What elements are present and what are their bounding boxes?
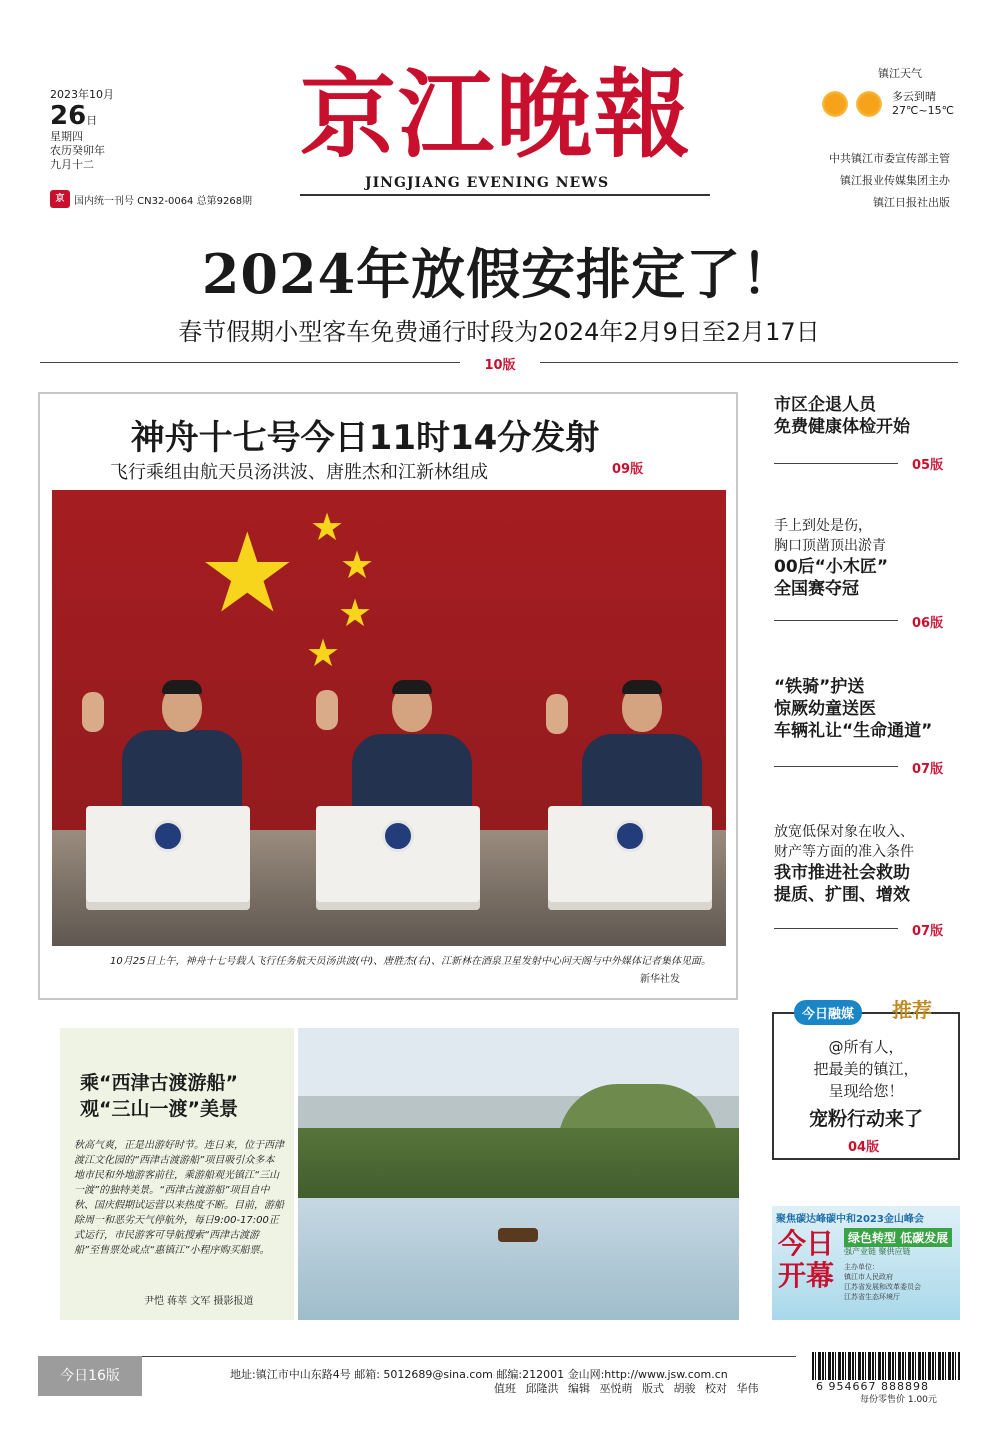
ad-hosts: 主办单位： 镇江市人民政府 江苏省发展和改革委员会 江苏省生态环境厅 — [844, 1263, 921, 1301]
star-icon: ★ — [340, 543, 375, 587]
promo-tag: 今日融媒 — [794, 1000, 862, 1025]
summit-advertisement[interactable] — [772, 1206, 960, 1320]
retail-price: 每份零售价 1.00元 — [860, 1395, 937, 1405]
sidebar-headline[interactable]: 我市推进社会救助 提质、扩围、增效 — [774, 863, 910, 905]
issn-line — [50, 190, 252, 208]
page-reference[interactable]: 09版 — [612, 462, 644, 477]
footer-divider — [142, 1356, 796, 1357]
raised-hand — [82, 692, 104, 732]
masthead-divider — [300, 194, 710, 196]
page-reference[interactable]: 04版 — [848, 1140, 880, 1155]
feature-headline[interactable]: 神舟十七号今日11时14分发射 — [130, 418, 600, 458]
sidebar-headline[interactable]: 00后“小木匠” 全国赛夺冠 — [774, 557, 889, 599]
divider — [774, 928, 898, 929]
day-suffix: 日 — [86, 114, 98, 127]
star-icon: ★ — [338, 591, 373, 635]
lunar-year: 农历癸卯年 — [50, 144, 105, 157]
main-headline[interactable]: 2024年放假安排定了！ — [201, 242, 797, 306]
story-headline[interactable]: 乘“西津古渡游船” 观“三山一渡”美景 — [80, 1072, 238, 1120]
divider — [774, 463, 898, 464]
promo-body: @所有人， 把最美的镇江， 呈现给您！ — [813, 1038, 919, 1100]
podium — [548, 806, 712, 910]
barcode-icon — [812, 1352, 960, 1380]
boat-icon — [498, 1228, 538, 1242]
story-body: 秋高气爽，正是出游好时节。连日来，位于西津渡江文化园的“西津古渡游船”项目吸引众多本地市民和外地游客前往，乘游船观光镇江“三山一渡”的独特美景。“西津古渡游船”项目自中秋、国庆假期试运营以来热度不断。目前，游船除周一和恶劣天气停航外，每日9:00-17:00正式运行，市民游客可导航搜索“西津古渡游船”至售票处或点“惠镇江”小程序购买船票。 — [74, 1140, 284, 1256]
trees — [298, 1128, 739, 1208]
feature-subheadline: 飞行乘组由航天员汤洪波、唐胜杰和江新林组成 — [110, 462, 488, 483]
page-count: 今日16版 — [38, 1356, 142, 1396]
barcode-number: 6 954667 888898 — [816, 1380, 929, 1393]
weather-title: 镇江天气 — [878, 67, 922, 80]
podium — [86, 806, 250, 910]
star-icon: ★ — [306, 631, 341, 675]
weather-desc: 多云到晴 — [892, 90, 936, 103]
divider — [774, 620, 898, 621]
hair — [392, 680, 432, 694]
divider — [540, 362, 958, 363]
star-icon: ★ — [310, 505, 345, 549]
weather-temp: 27℃~15℃ — [892, 104, 954, 117]
big-star-icon: ★ — [198, 509, 297, 637]
ad-title: 聚焦碳达峰碳中和2023金山峰会 — [776, 1214, 924, 1225]
page-reference[interactable]: 06版 — [912, 616, 944, 631]
photo-caption: 10月25日上午，神舟十七号载人飞行任务航天员汤洪波(中)、唐胜杰(右)、江新林在酒泉卫星发射中心问天阁与中外媒体记者集体见面。 — [110, 956, 712, 967]
river — [298, 1198, 739, 1320]
sidebar-deck: 放宽低保对象在收入、 财产等方面的准入条件 — [774, 824, 914, 860]
mission-logo-icon — [614, 820, 646, 852]
publisher-line: 镇江日报社出版 — [873, 196, 950, 209]
sidebar-deck: 手上到处是伤， 胸口顶凿顶出淤青 — [774, 518, 886, 554]
issue-date — [50, 88, 290, 172]
publisher-info — [810, 148, 950, 214]
divider — [774, 766, 898, 767]
mission-logo-icon — [382, 820, 414, 852]
hair — [162, 680, 202, 694]
ad-headline: 今日 开幕 — [778, 1227, 835, 1292]
sidebar-headline[interactable]: “铁骑”护送 惊厥幼童送医 车辆礼让“生命通道” — [774, 677, 933, 741]
river-landscape-photo — [298, 1028, 739, 1320]
page-reference[interactable]: 05版 — [912, 458, 944, 473]
staff-credits: 值班 邱隆洪 编辑 巫悦萌 版式 胡骏 校对 华伟 — [494, 1382, 759, 1395]
mission-logo-icon — [152, 820, 184, 852]
raised-hand — [316, 690, 338, 730]
page-reference[interactable]: 07版 — [912, 924, 944, 939]
feature-story — [38, 392, 738, 1000]
page-reference[interactable]: 10版 — [484, 358, 516, 373]
podium — [316, 806, 480, 910]
weekday: 星期四 — [50, 130, 83, 143]
promo-headline[interactable]: 宠粉行动来了 — [808, 1108, 923, 1130]
newspaper-title-en: JINGJIANG EVENING NEWS — [365, 175, 610, 191]
issn-text: 国内统一刊号 CN32-0064 总第9268期 — [74, 195, 253, 207]
day-number: 26 — [50, 101, 87, 131]
sidebar-story-2[interactable] — [774, 516, 960, 600]
main-subheadline: 春节假期小型客车免费通行时段为2024年2月9日至2月17日 — [178, 318, 820, 346]
publisher-line: 中共镇江市委宣传部主管 — [829, 152, 950, 165]
photo-credit: 尹恺 蒋萃 文军 摄影报道 — [144, 1296, 254, 1307]
sidebar-story-4[interactable] — [774, 822, 960, 906]
cloudy-sun-icon — [820, 89, 850, 119]
contact-info: 地址:镇江市中山东路4号 邮箱: 5012689@sina.com 邮编:212001 金山网:http://www.jsw.com.cn — [230, 1368, 728, 1381]
sidebar-story-1[interactable] — [774, 394, 960, 438]
hair — [622, 680, 662, 694]
sidebar-story-3[interactable] — [774, 676, 960, 742]
ad-subslogan: 强产业链 聚供应链 — [844, 1247, 911, 1256]
astronauts-photo — [52, 490, 726, 946]
ad-slogan: 绿色转型 低碳发展 — [844, 1228, 952, 1247]
weather-box — [820, 65, 960, 119]
boat-tour-story — [60, 1028, 294, 1320]
media-promo-box[interactable] — [772, 998, 960, 1160]
newspaper-logo-icon: 京 — [50, 190, 70, 208]
promo-recommend-tag: 推荐 — [892, 998, 932, 1022]
photo-credit: 新华社发 — [640, 974, 680, 985]
page-reference[interactable]: 07版 — [912, 762, 944, 777]
newspaper-title: 京江晚報 — [300, 58, 692, 171]
publisher-line: 镇江报业传媒集团主办 — [840, 174, 950, 187]
year-month: 2023年10月 — [50, 88, 114, 101]
divider — [40, 362, 460, 363]
sidebar-headline[interactable]: 市区企退人员 免费健康体检开始 — [774, 395, 910, 437]
raised-hand — [546, 694, 568, 734]
lunar-day: 九月十二 — [50, 158, 94, 171]
sun-icon — [854, 89, 884, 119]
